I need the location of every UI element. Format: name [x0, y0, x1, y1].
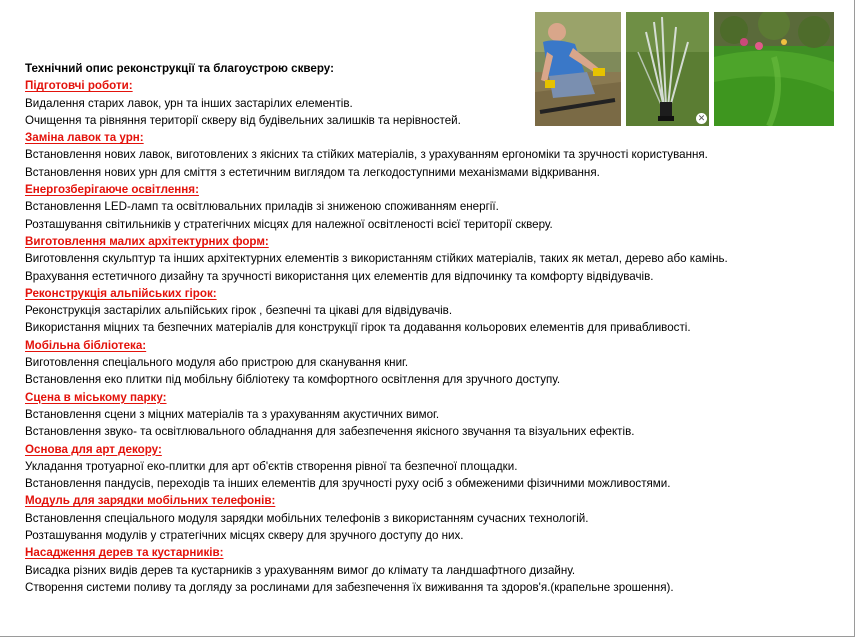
section-heading: Мобільна бібліотека: [25, 338, 147, 352]
section-heading: Заміна лавок та урн: [25, 131, 144, 145]
section-line: Видалення старих лавок, урн та інших застарілих елементів. [25, 96, 353, 110]
section-heading: Підготовчі роботи: [25, 79, 133, 93]
section-line: Реконструкція застарілих альпійських гірок , безпечні та цікаві для відвідувачів. [25, 304, 453, 318]
section-heading: Сцена в міському парку: [25, 390, 167, 404]
section-heading: Насадження дерев та кустарників: [25, 546, 224, 560]
section-line: Встановлення пандусів, переходів та інших елементів для зручності руху осіб з обмеженими фізичними можливостями. [25, 477, 671, 491]
section-line: Встановлення звуко- та освітлювального обладнання для забезпечення якісного звучання та візуальних ефектів. [25, 425, 635, 439]
section-line: Встановлення сцени з міцних матеріалів та з урахуванням акустичних вимог. [25, 407, 440, 421]
sections [25, 77, 845, 596]
section-heading: Реконструкція альпійських гірок: [25, 286, 217, 300]
section-line: Очищення та рівняння території скверу від будівельних залишків та нерівностей. [25, 113, 461, 127]
section-line: Встановлення спеціального модуля зарядки мобільних телефонів з використанням сучасних технологій. [25, 511, 589, 525]
section-line: Врахування естетичного дизайну та зручності використання цих елементів для відпочинку та комфорту відвідувачів. [25, 269, 654, 283]
section-line: Розташування модулів у стратегічних місцях скверу для зручного доступу до них. [25, 529, 464, 543]
section-line: Встановлення нових урн для сміття з естетичним виглядом та легкодоступними механізмами відкривання. [25, 165, 600, 179]
section-heading: Виготовлення малих архітектурних форм: [25, 234, 269, 248]
document-body [25, 60, 845, 596]
document-title: Технічний опис реконструкції та благоустрою скверу: [25, 62, 334, 75]
close-icon[interactable]: ✕ [697, 113, 706, 123]
section-line: Встановлення еко плитки під мобільну бібліотеку та комфортного освітлення для зручного доступу. [25, 373, 561, 387]
section-line: Встановлення LED-ламп та освітлювальних приладів зі зниженою споживанням енергії. [25, 200, 499, 214]
section-line: Висадка різних видів дерев та кустарників з урахуванням вимог до клімату та ландшафтного дизайну. [25, 563, 576, 577]
section-line: Створення системи поливу та догляду за рослинами для забезпечення їх виживання та здоров'я.(крапельне зрошення). [25, 580, 674, 594]
section-line: Виготовлення скульптур та інших архітектурних елементів з використанням стійких матеріалів, таких як метал, дерево або камінь. [25, 252, 728, 266]
section-line: Використання міцних та безпечних матеріалів для конструкції гірок та додавання кольорових елементів для привабливості. [25, 321, 691, 335]
section-line: Виготовлення спеціального модуля або пристрою для сканування книг. [25, 356, 409, 370]
section-heading: Основа для арт декору: [25, 442, 162, 456]
section-line: Розташування світильників у стратегічних місцях для належної освітленості всієї території скверу. [25, 217, 553, 231]
section-line: Встановлення нових лавок, виготовлених з якісних та стійких матеріалів, з урахуванням ергономіки та зручності користування. [25, 148, 708, 162]
section-line: Укладання тротуарної еко-плитки для арт об'єктів створення рівної та безпечної площадки. [25, 459, 518, 473]
section-heading: Енергозберігаюче освітлення: [25, 183, 199, 197]
section-heading: Модуль для зарядки мобільних телефонів: [25, 494, 276, 508]
